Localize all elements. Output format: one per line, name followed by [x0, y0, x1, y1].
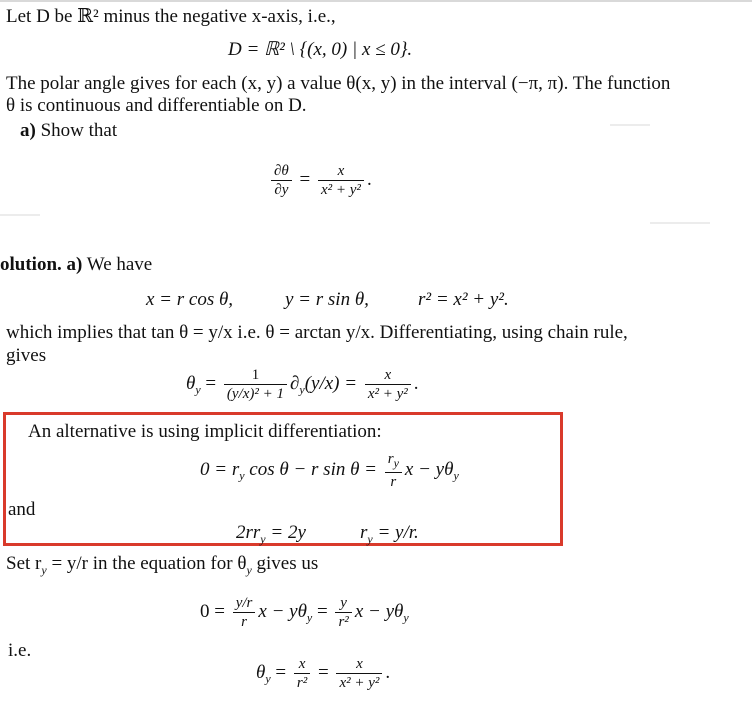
set-end: gives us: [256, 553, 319, 574]
polar-eq-1: x = r cos θ,: [146, 289, 234, 310]
final-fraction-1: [294, 655, 310, 692]
sub-tail-sub: y: [403, 610, 409, 625]
final-f2-num: x: [356, 656, 363, 672]
polar-eq-2: y = r sin θ,: [285, 289, 369, 310]
set-prefix: Set r: [6, 553, 42, 574]
product-mid: = 2y: [270, 522, 306, 543]
substituted-equation: [200, 594, 409, 631]
final-fraction-2: [336, 655, 382, 692]
sub-f2-den: r²: [335, 612, 351, 631]
and-label: and: [8, 499, 36, 520]
deriv-rhs-num: x: [384, 367, 392, 383]
partial-den: ∂y: [271, 180, 292, 199]
ie-label: i.e.: [8, 640, 32, 661]
polar-line-1: The polar angle gives for each (x, y) a value θ(x, y) in the interval (−π, π). The function: [6, 73, 671, 94]
sub-fraction-2: [335, 594, 351, 631]
sub-f1-num: y/r: [235, 595, 253, 611]
problem-intro: Let D be ℝ² minus the negative x-axis, i.e.,: [6, 6, 336, 27]
implicit-left: 0 = r: [200, 458, 240, 480]
final-f2-den: x² + y²: [336, 673, 382, 692]
final-equation: [256, 655, 390, 692]
show-equation: [268, 162, 372, 199]
sub-eq-lead: 0 =: [200, 600, 225, 622]
final-lhs: θ: [256, 661, 266, 683]
solution-heading: olution.: [0, 254, 62, 275]
top-rule: [0, 0, 752, 2]
deriv-partial-sub: y: [299, 382, 305, 397]
solution-part-a-label: a): [66, 254, 83, 275]
ry-left: r: [360, 522, 368, 543]
set-prefix-sub: y: [41, 562, 47, 577]
sub-mid: x − yθ: [258, 600, 307, 622]
deriv-lhs: θ: [186, 372, 196, 394]
deriv-rhs-den: x² + y²: [365, 384, 411, 403]
implicit-mid: cos θ − r sin θ =: [249, 458, 377, 480]
implicit-fraction: [385, 450, 402, 491]
set-mid: = y/r in the equation for θ: [51, 553, 247, 574]
sub-mid-sub: y: [306, 610, 313, 625]
sub-f1-den: r: [233, 612, 256, 631]
final-eq-sign-1: =: [275, 661, 287, 683]
final-period: .: [385, 661, 391, 683]
deriv-frac-num: 1: [251, 367, 260, 383]
solution-heading-line: [0, 254, 152, 276]
implicit-tail-sub: y: [453, 468, 459, 483]
partial-fraction: [271, 162, 292, 199]
polar-eq-3: r² = x² + y².: [418, 289, 509, 310]
implicit-tail: x − yθ: [404, 458, 454, 480]
domain-equation: [228, 39, 412, 61]
deriv-fraction: [224, 366, 287, 403]
period-2: .: [413, 372, 419, 394]
part-a-problem: [20, 120, 117, 142]
ry-right: = y/r.: [377, 522, 419, 543]
part-a-label: a): [20, 120, 36, 141]
partial-num: ∂θ: [274, 163, 289, 179]
implicit-frac-num-r: r: [387, 451, 394, 467]
final-f1-den: r²: [294, 673, 310, 692]
implicit-frac-num-sub: y: [393, 456, 399, 470]
implicit-left-sub: y: [239, 468, 245, 483]
implicit-equation: [200, 450, 459, 491]
deriv-rhs-fraction: [365, 366, 411, 403]
implies-line-2: gives: [6, 345, 47, 366]
part-a-text: Show that: [40, 120, 118, 141]
scan-smudge-left: [0, 214, 40, 216]
rhs-num: x: [337, 163, 345, 179]
final-f1-num: x: [298, 656, 306, 672]
product-left: 2rr: [236, 522, 261, 543]
set-mid-sub: y: [246, 562, 252, 577]
domain-equation-text: D = ℝ² \ {(x, 0) | x ≤ 0}.: [228, 39, 413, 60]
implicit-frac-num: [385, 450, 402, 472]
alternative-heading: An alternative is using implicit differentiation:: [28, 421, 382, 442]
period: .: [366, 168, 372, 190]
ry-left-sub: y: [367, 531, 373, 546]
sub-tail: x − yθ: [354, 600, 404, 622]
deriv-frac-den: (y/x)² + 1: [224, 384, 287, 403]
sub-eq-sign: =: [317, 600, 328, 622]
final-eq-sign-2: =: [317, 661, 329, 683]
equals-sign-1: =: [205, 372, 217, 394]
ry-equation: [360, 522, 419, 550]
derivative-equation: [186, 366, 419, 403]
deriv-partial: ∂: [289, 372, 300, 394]
deriv-arg: (y/x) =: [304, 372, 358, 394]
sub-f2-num: y: [340, 595, 347, 611]
scan-smudge-right-top: [610, 124, 650, 126]
rhs-fraction: [318, 162, 364, 199]
solution-part-a-text: We have: [86, 254, 153, 275]
polar-line-2: θ is continuous and differentiable on D.: [6, 95, 307, 116]
implies-line-1: which implies that tan θ = y/x i.e. θ = arctan y/x. Differentiating, using chain rule,: [6, 322, 628, 343]
sub-fraction-1: [233, 594, 256, 631]
rhs-den: x² + y²: [318, 180, 364, 199]
product-equation: [236, 522, 306, 550]
set-line: [6, 553, 318, 581]
deriv-lhs-sub: y: [195, 382, 201, 397]
final-lhs-sub: y: [265, 671, 271, 686]
equals-sign: =: [299, 168, 311, 190]
product-left-sub: y: [260, 531, 266, 546]
scan-smudge-right: [650, 222, 710, 224]
implicit-frac-den: r: [385, 472, 402, 491]
